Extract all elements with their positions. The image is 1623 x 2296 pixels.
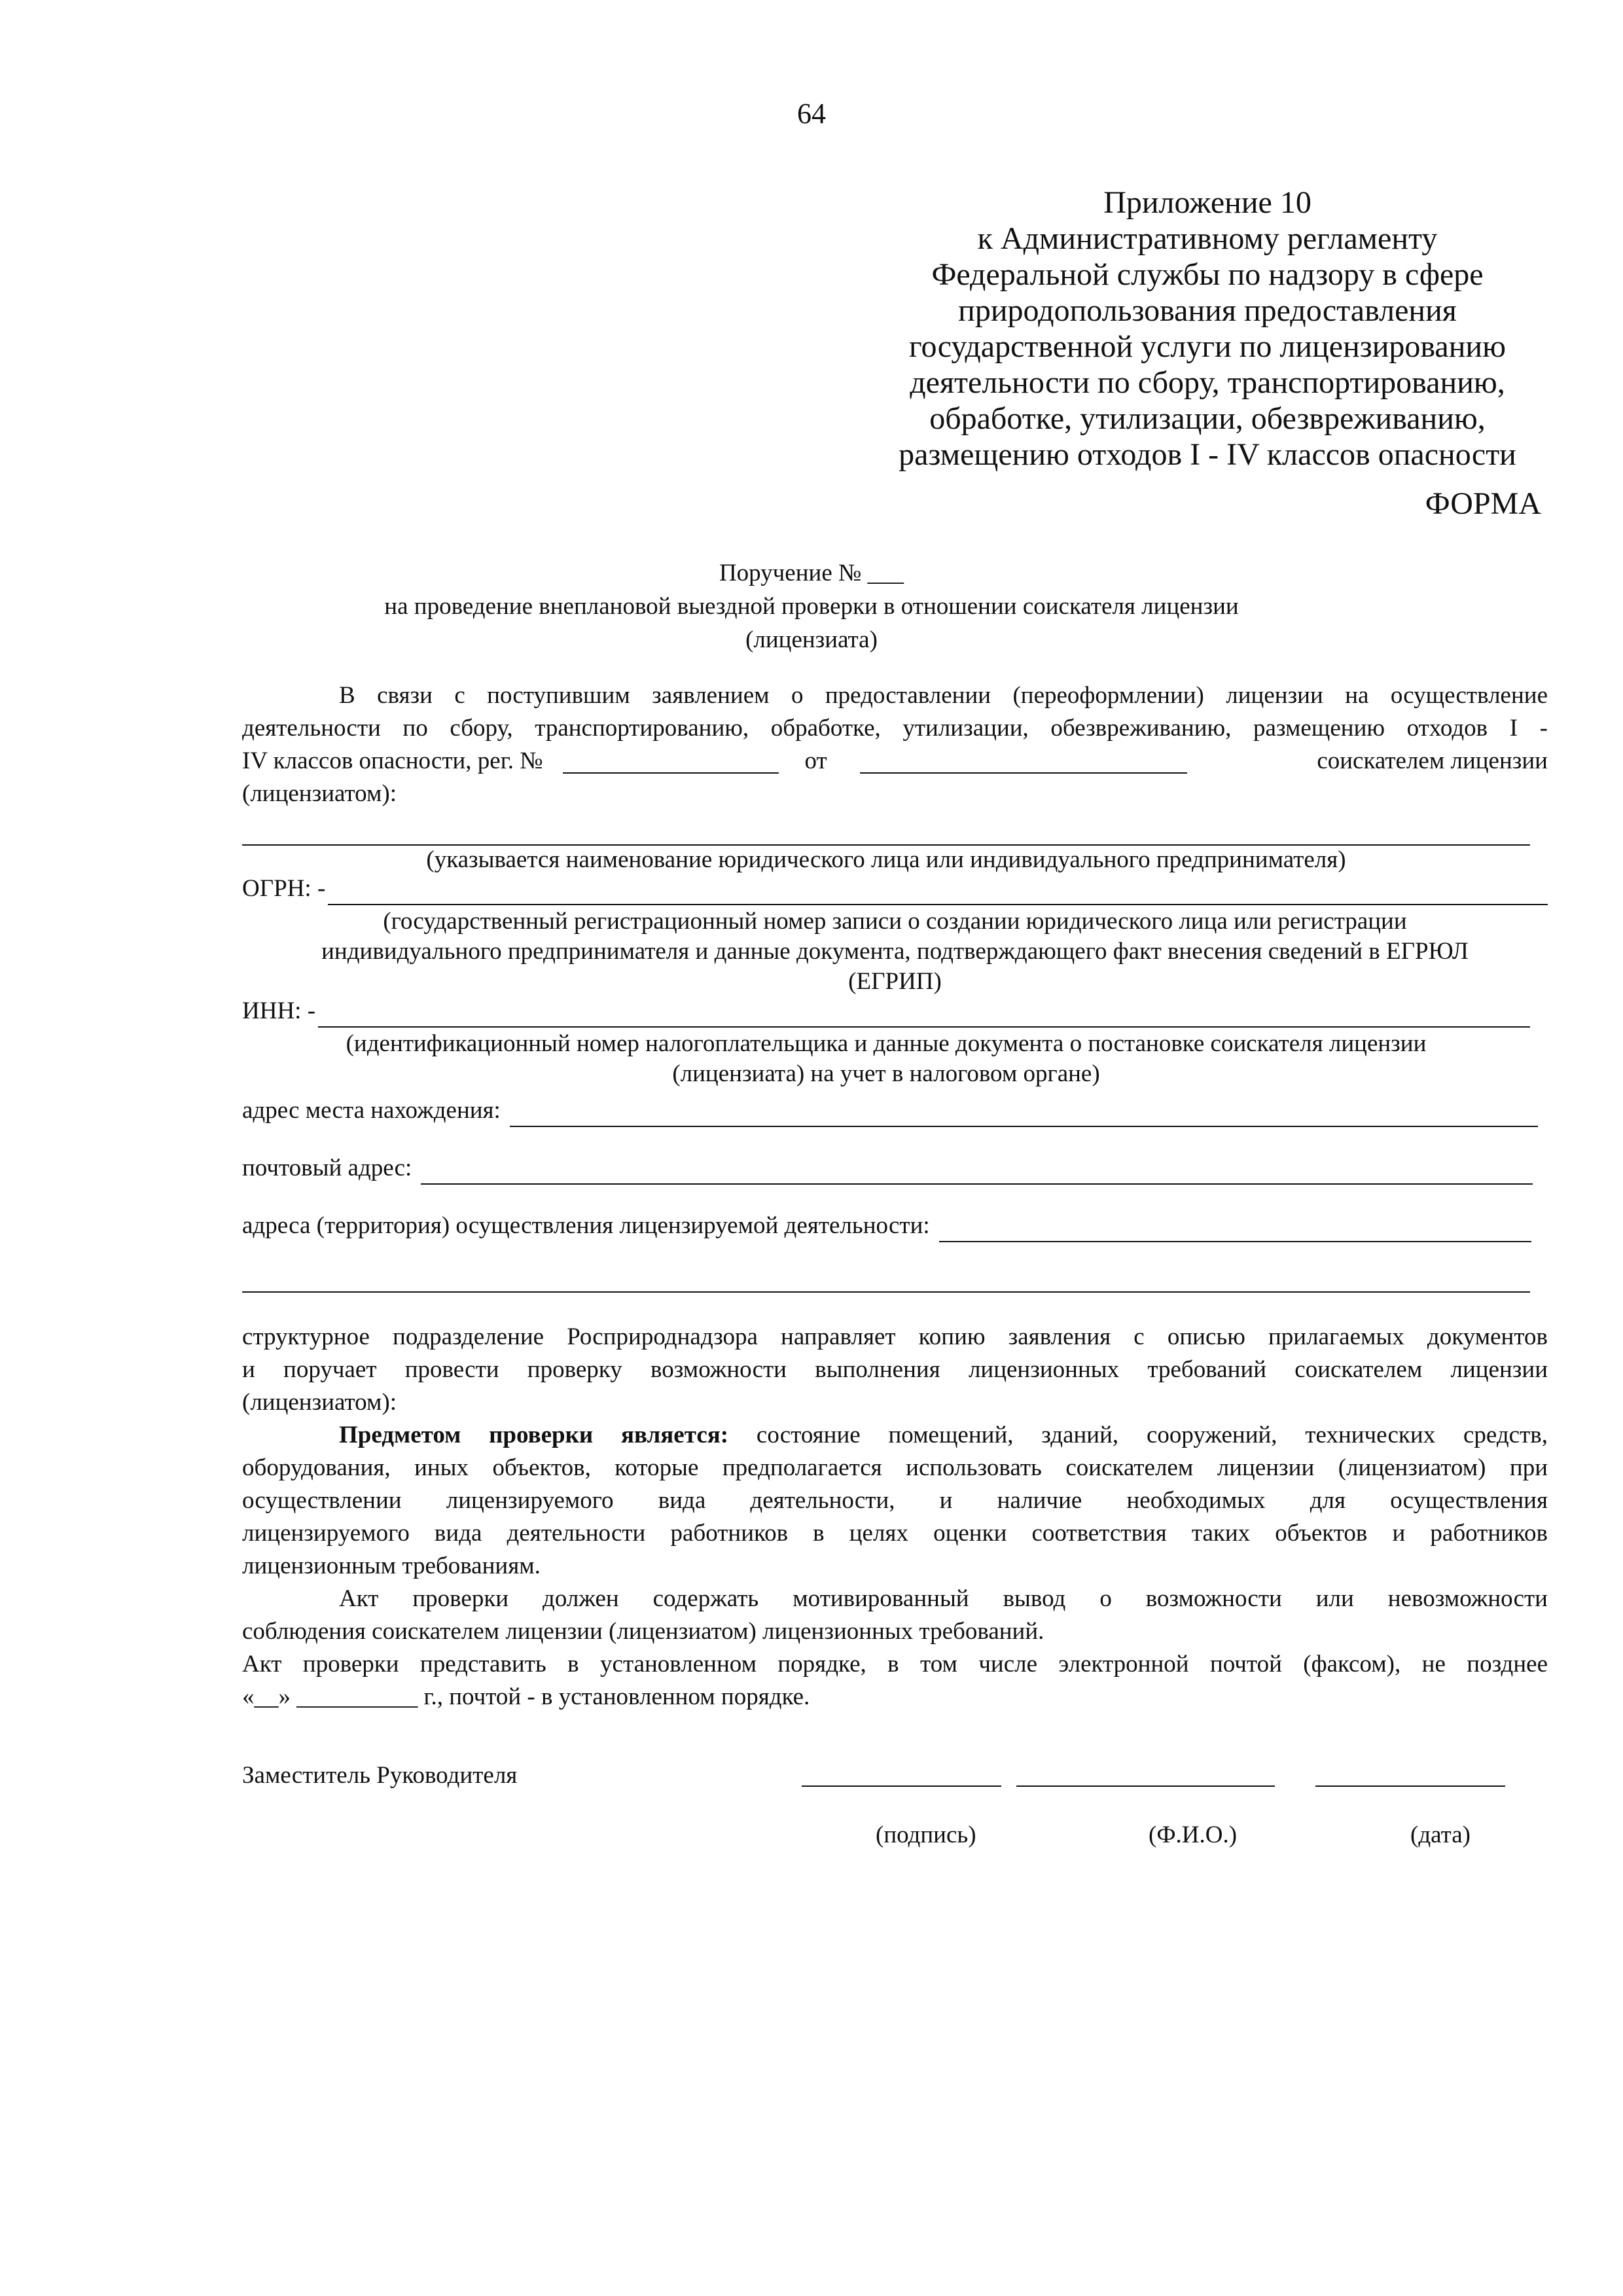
address-field[interactable] xyxy=(510,1102,1538,1127)
caption-line: (государственный регистрационный номер записи о создании юридического лица или регистрации xyxy=(383,908,1407,935)
appendix-line: государственной услуги по лицензированию xyxy=(909,329,1506,364)
body-line: Акт проверки представить в установленном порядке, в том числе электронной почтой (факсом), не позднее xyxy=(242,1651,1548,1677)
caption-line: индивидуального предпринимателя и данные документа, подтверждающего факт внесения сведений в ЕГРЮЛ xyxy=(321,938,1469,965)
subject-line xyxy=(242,1419,1548,1452)
body-line: лицензируемого вида деятельности работников в целях оценки соответствия таких объектов и работников xyxy=(242,1520,1548,1547)
body-line: соблюдения соискателем лицензии (лицензиатом) лицензионных требований. xyxy=(242,1618,1044,1645)
postal-row xyxy=(242,1152,1533,1185)
body-line: оборудования, иных объектов, которые предполагается использовать соискателем лицензии (лицензиатом) при xyxy=(242,1454,1548,1481)
document-title xyxy=(242,556,1381,656)
body-line: осуществлении лицензируемого вида деятельности, и наличие необходимых для осуществления xyxy=(242,1487,1548,1514)
inn-field[interactable] xyxy=(318,1003,1530,1028)
address-row xyxy=(242,1094,1538,1127)
intro-line: (лицензиатом): xyxy=(242,780,397,807)
postal-label: почтовый адрес: xyxy=(242,1155,412,1181)
signature-field[interactable] xyxy=(802,1785,1001,1787)
signatory-role: Заместитель Руководителя xyxy=(242,1762,518,1789)
appendix-line: Приложение 10 xyxy=(1103,185,1311,220)
appendix-line: деятельности по сбору, транспортированию, xyxy=(910,365,1505,400)
body-line: состояние помещений, зданий, сооружений, технических средств, xyxy=(756,1422,1548,1448)
postal-field[interactable] xyxy=(421,1160,1533,1185)
ogrn-label: ОГРН: - xyxy=(242,875,326,902)
applicant-label: соискателем лицензии xyxy=(1317,747,1548,774)
inn-row xyxy=(242,995,1530,1028)
appendix-line: к Административному регламенту xyxy=(977,221,1438,256)
appendix-line: обработке, утилизации, обезвреживанию, xyxy=(929,401,1486,436)
deadline-line: «__» __________ г., почтой - в установленном порядке. xyxy=(242,1683,810,1710)
territory-field-extra[interactable] xyxy=(242,1291,1530,1293)
reg-label: IV классов опасности, рег. № xyxy=(242,747,543,774)
signature-caption: (подпись) xyxy=(876,1821,976,1848)
body-line: структурное подразделение Росприроднадзора направляет копию заявления с описью прилагаемых документов xyxy=(242,1323,1548,1350)
title-line: Поручение № ___ xyxy=(719,560,904,586)
address-label: адрес места нахождения: xyxy=(242,1097,501,1124)
appendix-header xyxy=(841,185,1574,473)
inn-caption xyxy=(242,1029,1530,1089)
inn-label: ИНН: - xyxy=(242,997,316,1024)
fio-caption: (Ф.И.О.) xyxy=(1149,1821,1238,1848)
caption-line: (идентификационный номер налогоплательщика и данные документа о постановке соискателя лицензии xyxy=(346,1030,1427,1057)
intro-line: В связи с поступившим заявлением о предоставлении (переоформлении) лицензии на осуществление xyxy=(339,682,1548,709)
fio-field[interactable] xyxy=(1016,1785,1275,1787)
body-line: лицензионным требованиям. xyxy=(242,1552,541,1579)
title-line: (лицензиата) xyxy=(745,626,878,653)
territory-field[interactable] xyxy=(939,1217,1531,1242)
from-label: от xyxy=(804,747,827,774)
title-line: на проведение внеплановой выездной проверки в отношении соискателя лицензии xyxy=(384,593,1239,620)
ogrn-caption xyxy=(242,906,1548,997)
intro-line-reg xyxy=(242,745,1548,778)
body-text xyxy=(242,1321,1548,1713)
caption-line: (лицензиата) на учет в налоговом органе) xyxy=(672,1060,1100,1087)
appendix-line: Федеральной службы по надзору в сфере xyxy=(931,257,1484,292)
body-line: Акт проверки должен содержать мотивированный вывод о возможности или невозможности xyxy=(339,1585,1548,1612)
page-number: 64 xyxy=(797,98,826,130)
territory-label: адреса (территория) осуществления лицензируемой деятельности: xyxy=(242,1212,930,1239)
appendix-line: размещению отходов I - IV классов опасности xyxy=(899,437,1516,472)
body-line: (лицензиатом): xyxy=(242,1389,397,1416)
date-caption: (дата) xyxy=(1410,1821,1471,1848)
subject-heading: Предметом проверки является: xyxy=(339,1422,729,1448)
date-field[interactable] xyxy=(1315,1785,1505,1787)
body-line: и поручает провести проверку возможности выполнения лицензионных требований соискателем лицензии xyxy=(242,1356,1548,1383)
intro-paragraph xyxy=(242,679,1548,810)
reg-number-field[interactable] xyxy=(563,749,779,774)
ogrn-row xyxy=(242,872,1548,905)
ogrn-field[interactable] xyxy=(328,880,1548,905)
form-label: ФОРМА xyxy=(1425,486,1541,521)
reg-date-field[interactable] xyxy=(860,749,1187,774)
territory-row xyxy=(242,1210,1531,1242)
caption-line: (ЕГРИП) xyxy=(848,968,942,995)
applicant-name-caption: (указывается наименование юридического лица или индивидуального предпринимателя) xyxy=(426,846,1346,873)
intro-line: деятельности по сбору, транспортированию, обработке, утилизации, обезвреживанию, размещению отходов I - xyxy=(242,715,1548,742)
appendix-line: природопользования предоставления xyxy=(958,293,1457,328)
